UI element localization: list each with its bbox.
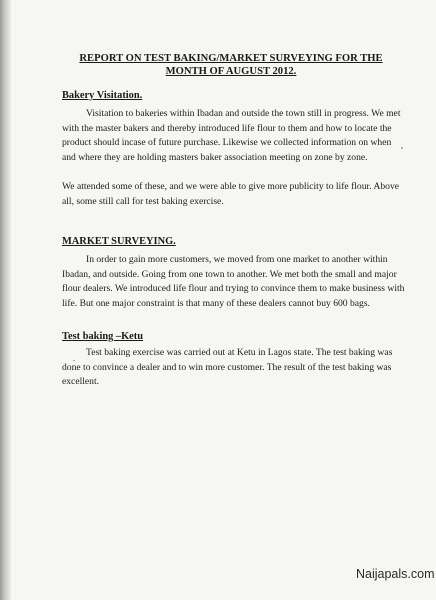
bakery-visitation-paragraph-2: We attended some of these, and we were able to give more publicity to life flour. Above all, some still call for test baking exercise. (62, 181, 400, 207)
watermark-logo: Naijapals.com (356, 567, 435, 581)
market-surveying-paragraph: In order to gain more customers, we moved from one market to another within Ibadan, and outside. Going from one town to another. We met both the small and major flour dealers. We introduced life flour and trying to convince them to make business with life. But one major constraint is that many of these dealers cannot buy 600 bags. (62, 254, 405, 309)
test-baking-paragraph: Test baking exercise was carried out at Ketu in Lagos state. The test baking was done to convince a dealer and to win more customer. The result of the test baking was excellent. (62, 347, 393, 388)
section-heading-test-baking-ketu: Test baking –Ketu (62, 331, 144, 342)
section-heading-bakery-visitation: Bakery Visitation. (62, 90, 143, 101)
report-title: REPORT ON TEST BAKING/MARKET SURVEYING FOR THE MONTH OF AUGUST 2012. (79, 53, 383, 77)
bakery-visitation-paragraph-1: Visitation to bakeries within Ibadan and outside the town still in progress. We met with the master bakers and thereby introduced life flour to them and how to locate the product should incase of future purchase. Likewise we collected information on when and where they are holding masters baker association meeting on zone by zone. (62, 108, 401, 163)
bullet-mark: . (73, 354, 75, 363)
scan-speck (401, 147, 403, 149)
section-heading-market-surveying: MARKET SURVEYING. (62, 236, 176, 247)
page-edge-shadow (0, 0, 11, 600)
